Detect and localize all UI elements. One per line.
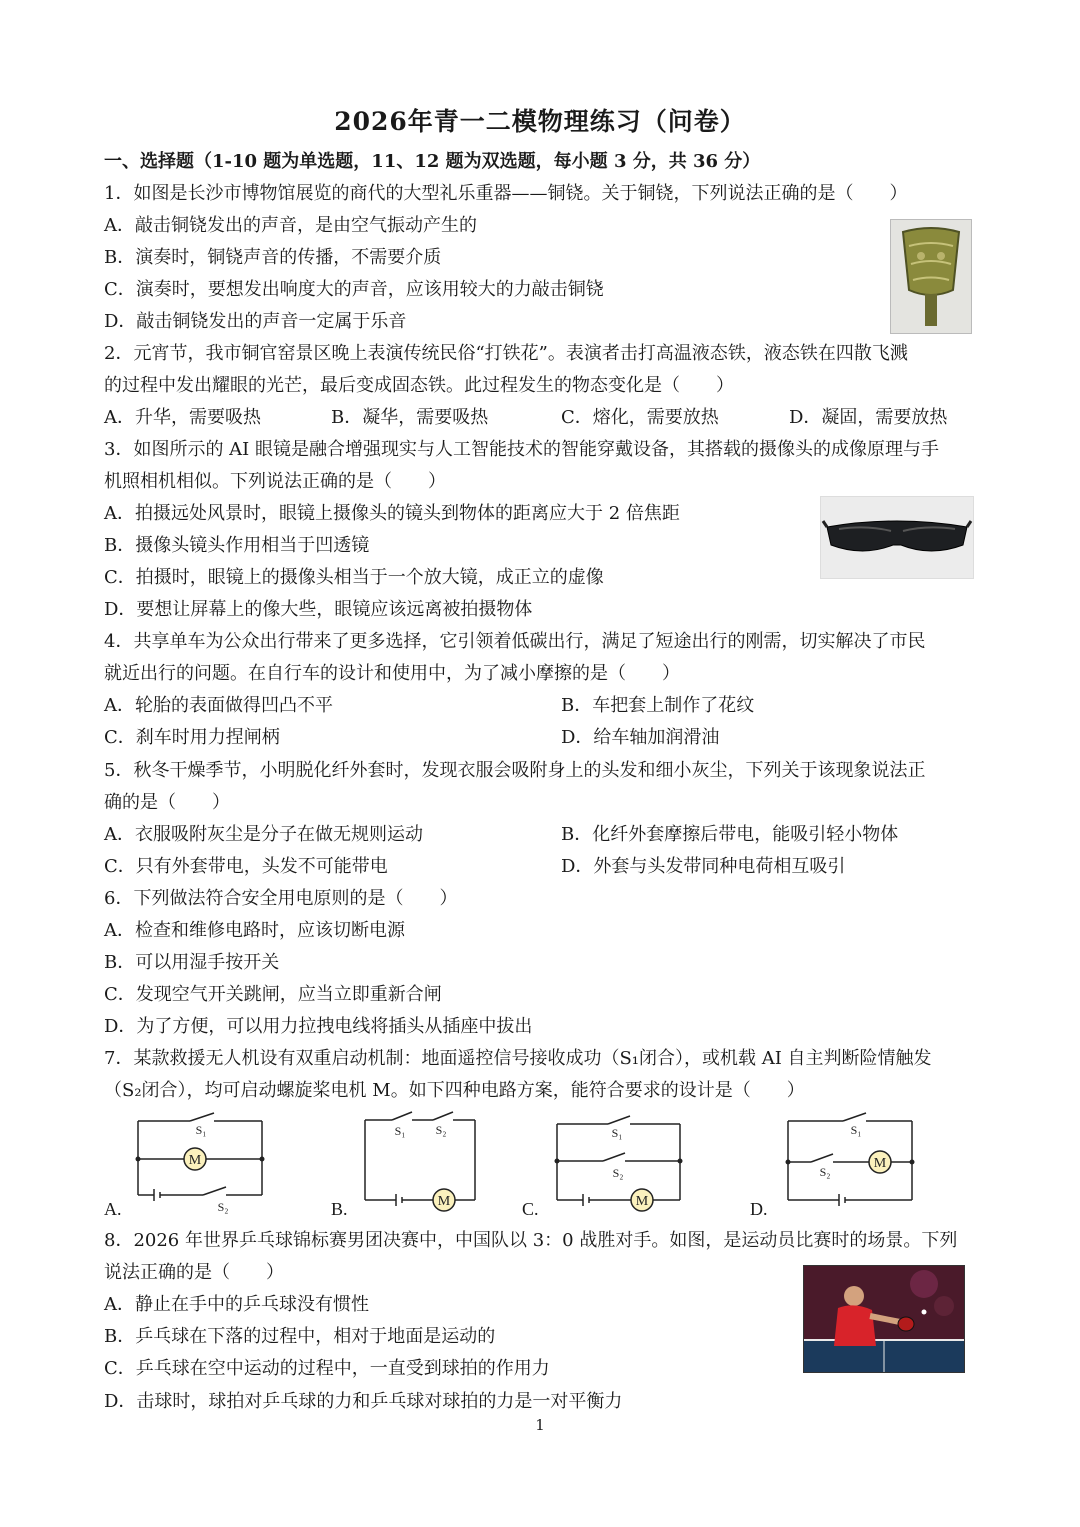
q7-option-d-label: D. <box>750 1199 768 1219</box>
q1-option-d: D．敲击铜铙发出的声音一定属于乐音 <box>104 311 407 332</box>
q5-stem-line1: 5．秋冬干燥季节，小明脱化纤外套时，发现衣服会吸附身上的头发和细小灰尘，下列关于该现象说法正 <box>104 760 926 781</box>
q8-option-d: D．击球时，球拍对乒乓球的力和乒乓球对球拍的力是一对平衡力 <box>104 1391 623 1412</box>
q5-option-c: C．只有外套带电，头发不可能带电 <box>104 856 388 877</box>
q1-option-a: A．敲击铜铙发出的声音，是由空气振动产生的 <box>104 215 477 236</box>
q5-option-b: B．化纤外套摩擦后带电，能吸引轻小物体 <box>561 824 899 845</box>
q4-option-c: C．刹车时用力捏闸柄 <box>104 727 280 748</box>
q5-option-a: A．衣服吸附灰尘是分子在做无规则运动 <box>104 824 423 845</box>
q8-option-b: B．乒乓球在下落的过程中，相对于地面是运动的 <box>104 1326 496 1347</box>
switch-label-b-s2: S₂ <box>435 1123 447 1137</box>
switch-label-d-s1: S₁ <box>850 1123 862 1137</box>
q7-stem-line2: （S₂闭合），均可启动螺旋桨电机 M。如下四种电路方案，能符合要求的设计是（ ） <box>104 1080 805 1101</box>
q8-option-a: A．静止在手中的乒乓球没有惯性 <box>104 1294 369 1315</box>
q1-option-c: C．演奏时，要想发出响度大的声音，应该用较大的力敲击铜铙 <box>104 279 604 300</box>
q6-option-b: B．可以用湿手按开关 <box>104 952 280 973</box>
q8-stem-line1: 8．2026 年世界乒乓球锦标赛男团决赛中，中国队以 3：0 战胜对手。如图，是运动员比赛时的场景。下列 <box>104 1230 958 1251</box>
q8-option-c: C．乒乓球在空中运动的过程中，一直受到球拍的作用力 <box>104 1358 550 1379</box>
q2-option-a: A．升华，需要吸热 <box>104 407 261 428</box>
q4-option-a: A．轮胎的表面做得凹凸不平 <box>104 695 333 716</box>
q5-stem-line2: 确的是（ ） <box>104 792 230 813</box>
motor-label-a: M <box>188 1153 202 1168</box>
switch-label-b-s1: S₁ <box>394 1124 406 1138</box>
switch-label-a-s2: S₂ <box>217 1200 229 1214</box>
switch-label-c-s1: S₁ <box>611 1126 623 1140</box>
q4-stem-line1: 4．共享单车为公众出行带来了更多选择，它引领着低碳出行，满足了短途出行的刚需，切实解决了市民 <box>104 631 926 652</box>
q7-stem-line1: 7．某款救援无人机设有双重启动机制：地面遥控信号接收成功（S₁闭合），或机载 AI 自主判断险情触发 <box>104 1048 932 1069</box>
q8-stem-line2: 说法正确的是（ ） <box>104 1262 284 1283</box>
q2-option-b: B．凝华，需要吸热 <box>331 407 489 428</box>
q1-option-b: B．演奏时，铜铙声音的传播，不需要介质 <box>104 247 442 268</box>
circuit-diagrams <box>0 1108 1080 1226</box>
switch-label-a-s1: S₁ <box>195 1123 207 1137</box>
q3-option-a: A．拍摄远处风景时，眼镜上摄像头的镜头到物体的距离应大于 2 倍焦距 <box>104 503 680 524</box>
page-number: 1 <box>535 1416 545 1434</box>
q1-stem: 1．如图是长沙市博物馆展览的商代的大型礼乐重器——铜铙。关于铜铙，下列说法正确的是（ ） <box>104 183 908 204</box>
q3-stem-line1: 3．如图所示的 AI 眼镜是融合增强现实与人工智能技术的智能穿戴设备，其搭载的摄像头的成像原理与手 <box>104 439 940 460</box>
q6-option-a: A．检查和维修电路时，应该切断电源 <box>104 920 405 941</box>
motor-label-d: M <box>873 1156 887 1171</box>
q3-option-c: C．拍摄时，眼镜上的摄像头相当于一个放大镜，成正立的虚像 <box>104 567 604 588</box>
q2-stem-line1: 2．元宵节，我市铜官窑景区晚上表演传统民俗“打铁花”。表演者击打高温液态铁，液态铁在四散飞溅 <box>104 343 908 364</box>
q4-stem-line2: 就近出行的问题。在自行车的设计和使用中，为了减小摩擦的是（ ） <box>104 663 680 684</box>
ai-glasses-photo <box>820 496 974 579</box>
page-title: 2026年青一二模物理练习（问卷） <box>334 107 746 136</box>
motor-label-b: M <box>437 1194 451 1209</box>
bronze-nao-photo <box>890 219 972 334</box>
q6-stem: 6．下列做法符合安全用电原则的是（ ） <box>104 888 458 909</box>
section-heading: 一、选择题（1-10 题为单选题，11、12 题为双选题，每小题 3 分，共 36 分） <box>104 151 761 172</box>
q4-option-b: B．车把套上制作了花纹 <box>561 695 755 716</box>
q7-option-b-label: B. <box>331 1199 348 1219</box>
switch-label-d-s2: S₂ <box>819 1165 831 1179</box>
q2-option-c: C．熔化，需要放热 <box>561 407 719 428</box>
q2-option-d: D．凝固，需要放热 <box>789 407 948 428</box>
q6-option-d: D．为了方便，可以用力拉拽电线将插头从插座中拔出 <box>104 1016 533 1037</box>
circuit-b <box>365 1112 475 1206</box>
table-tennis-photo <box>803 1265 965 1373</box>
q7-option-a-label: A. <box>104 1199 122 1219</box>
q5-option-d: D．外套与头发带同种电荷相互吸引 <box>561 856 846 877</box>
q6-option-c: C．发现空气开关跳闸，应当立即重新合闸 <box>104 984 442 1005</box>
q2-stem-line2: 的过程中发出耀眼的光芒，最后变成固态铁。此过程发生的物态变化是（ ） <box>104 375 734 396</box>
q3-option-b: B．摄像头镜头作用相当于凹透镜 <box>104 535 370 556</box>
switch-label-c-s2: S₂ <box>612 1166 624 1180</box>
q7-option-c-label: C. <box>522 1199 539 1219</box>
q3-stem-line2: 机照相机相似。下列说法正确的是（ ） <box>104 471 446 492</box>
motor-label-c: M <box>635 1194 649 1209</box>
q3-option-d: D．要想让屏幕上的像大些，眼镜应该远离被拍摄物体 <box>104 599 533 620</box>
q4-option-d: D．给车轴加润滑油 <box>561 727 720 748</box>
